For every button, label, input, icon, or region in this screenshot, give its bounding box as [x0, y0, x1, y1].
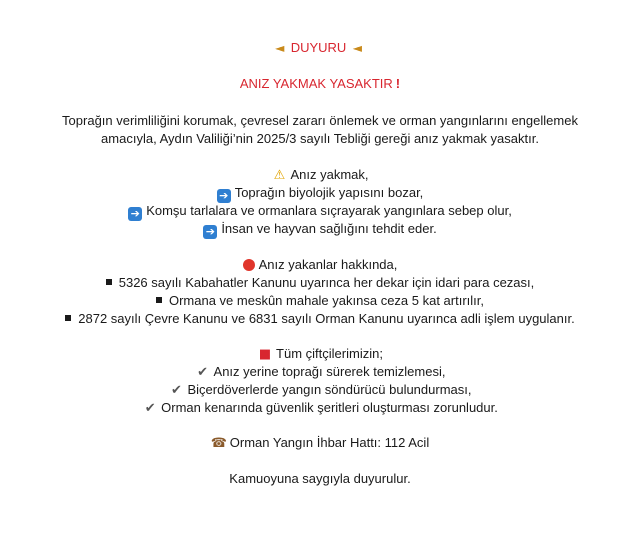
penalties-item-text: 5326 sayılı Kabahatler Kanunu uyarınca her dekar için idari para cezası,	[118, 275, 535, 290]
penalties-item	[0, 275, 640, 291]
intro-line-1: Toprağın verimliliğini korumak, çevresel zararı önlemek ve orman yangınlarını engellemek	[62, 113, 578, 128]
hotline-text: Orman Yangın İhbar Hattı: 112 Acil	[229, 435, 430, 450]
header-title: DUYURU	[290, 40, 347, 55]
megaphone-icon: ◄	[275, 41, 285, 55]
penalties-item-text: Ormana ve meskûn mahale yakınsa ceza 5 kat artırılır,	[168, 293, 485, 308]
farmers-item	[0, 400, 640, 417]
effects-item-text: İnsan ve hayvan sağlığını tehdit eder.	[221, 221, 437, 236]
megaphone-icon: ◄	[352, 41, 362, 55]
effects-item	[0, 221, 640, 239]
farmers-item-text: Biçerdöverlerde yangın söndürücü bulundurması,	[187, 382, 472, 397]
effects-item	[0, 203, 640, 221]
effects-title-text: Anız yakmak,	[290, 167, 369, 182]
fire-truck-icon: ■	[258, 347, 272, 362]
exclamation-icon: !	[395, 76, 401, 91]
effects-title	[0, 167, 640, 184]
farmers-item-text: Orman kenarında güvenlik şeritleri oluşturması zorunludur.	[161, 400, 498, 415]
effects-item	[0, 185, 640, 203]
farmers-title-text: Tüm çiftçilerimizin;	[276, 346, 383, 361]
effects-item-text: Komşu tarlalara ve ormanlara sıçrayarak yangınlara sebep olur,	[146, 203, 512, 218]
red-circle-icon	[243, 259, 255, 271]
farmers-item-text: Anız yerine toprağı sürerek temizlemesi,	[213, 364, 446, 379]
black-square-icon	[106, 279, 112, 285]
farmers-title	[0, 346, 640, 363]
farmers-item	[0, 382, 640, 399]
penalties-item-text: 2872 sayılı Çevre Kanunu ve 6831 sayılı Orman Kanunu uyarınca adli işlem uygulanır.	[78, 311, 575, 326]
penalties-item	[0, 311, 640, 327]
right-arrow-icon: ➔	[203, 225, 217, 239]
headline	[0, 76, 640, 92]
phone-icon: ☎	[210, 436, 227, 451]
warning-icon: ⚠	[273, 168, 286, 183]
right-arrow-icon: ➔	[217, 189, 231, 203]
check-mark-icon: ✔	[144, 401, 156, 416]
effects-item-text: Toprağın biyolojik yapısını bozar,	[234, 185, 424, 200]
header	[0, 40, 640, 56]
penalties-title-text: Anız yakanlar hakkında,	[258, 257, 398, 272]
penalties-item	[0, 293, 640, 309]
intro-line-2: amacıyla, Aydın Valiliği’nin 2025/3 sayılı Tebliği gereği anız yakmak yasaktır.	[101, 131, 539, 146]
closing-text: Kamuoyuna saygıyla duyurulur.	[229, 471, 411, 486]
check-mark-icon: ✔	[171, 383, 182, 398]
right-arrow-icon: ➔	[128, 207, 142, 221]
farmers-item	[0, 364, 640, 381]
penalties-title	[0, 257, 640, 273]
black-square-icon	[65, 315, 71, 321]
headline-text: ANIZ YAKMAK YASAKTIR	[239, 76, 393, 91]
hotline	[0, 435, 640, 452]
black-square-icon	[156, 297, 162, 303]
check-mark-icon: ✔	[197, 365, 208, 380]
